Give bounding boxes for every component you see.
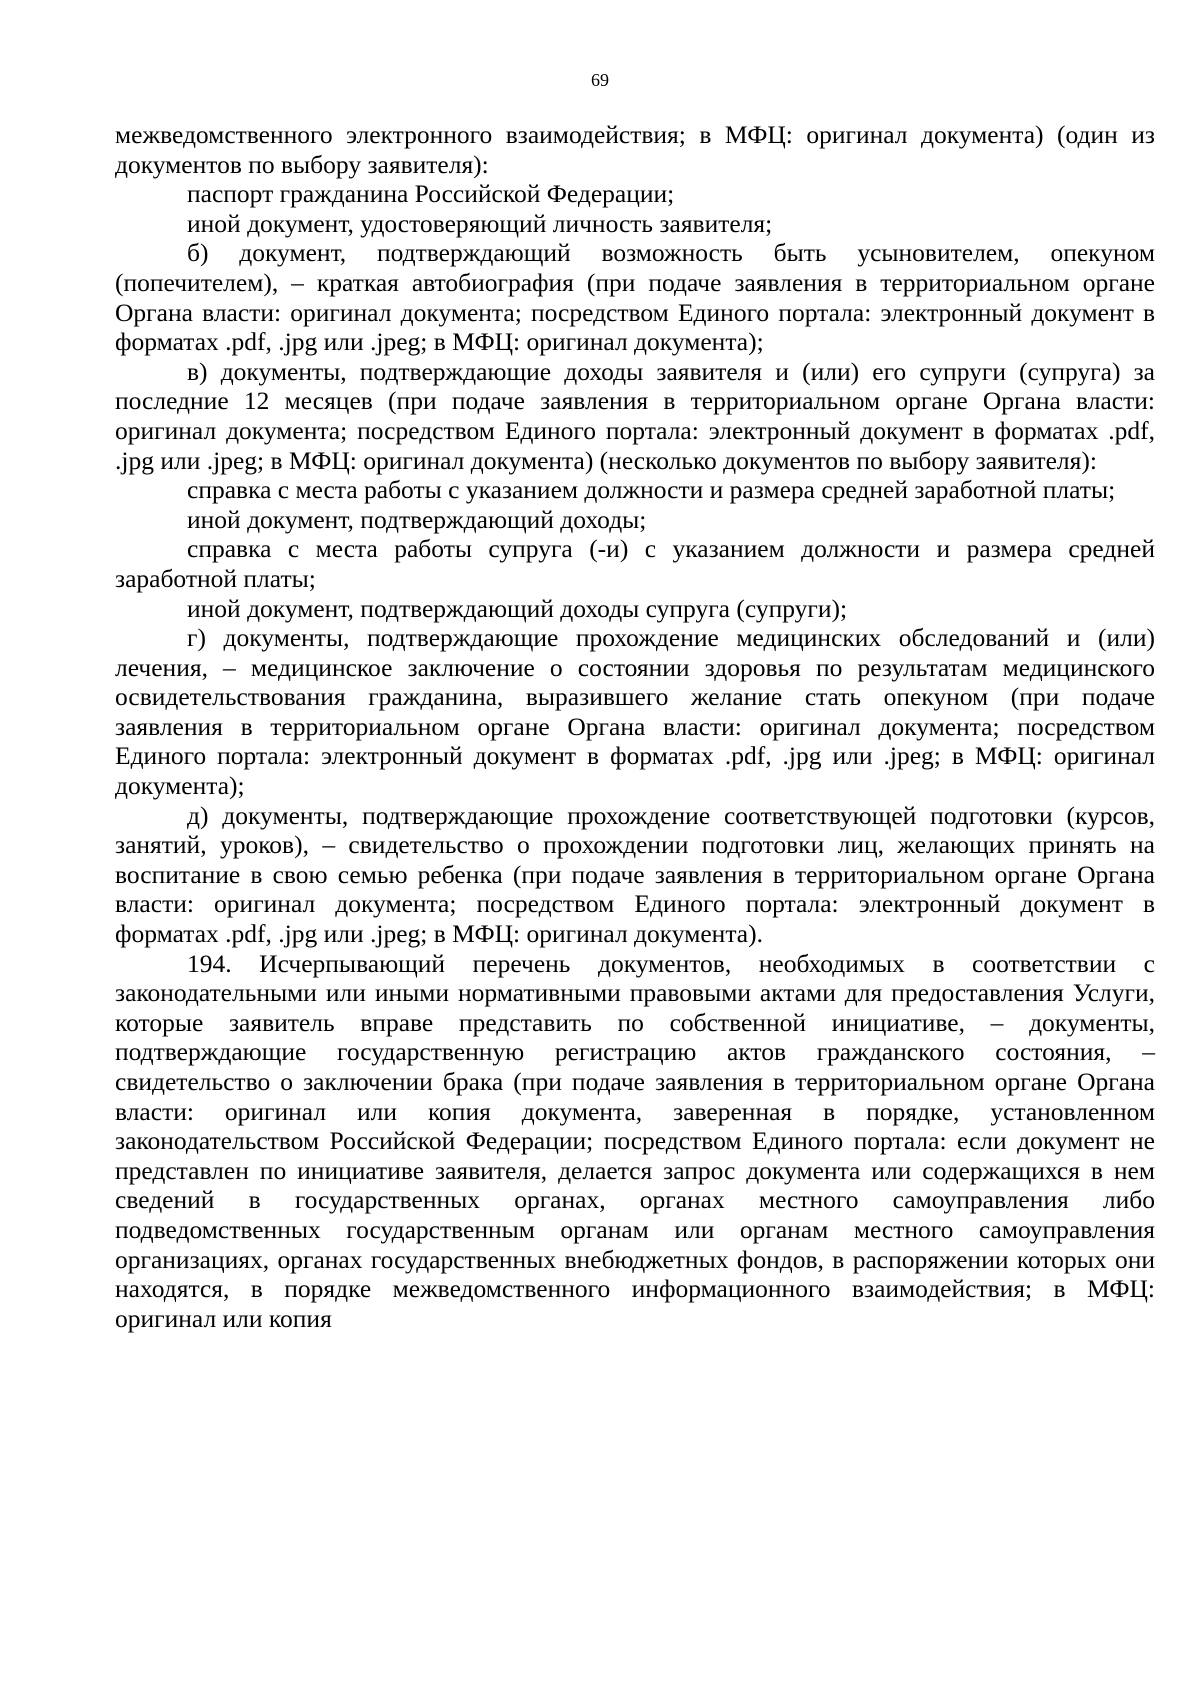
page-number: 69 <box>591 70 609 90</box>
paragraph-b-autobiography: б) документ, подтверждающий возможность быть усыновителем, опекуном (попечителем), – краткая автобиография (при подаче заявления в территориальном органе Органа власти: оригинал документа; посредством Единого портала: электронный документ в форматах .pdf, .jpg или .jpeg; в МФЦ: оригинал документа); <box>115 238 1155 357</box>
list-item-other-income-document: иной документ, подтверждающий доходы; <box>187 504 647 534</box>
document-body <box>115 120 1155 1333</box>
paragraph-d-training: д) документы, подтверждающие прохождение соответствующей подготовки (курсов, занятий, уроков), – свидетельство о прохождении подготовки лиц, желающих принять на воспитание в свою семью ребенка (при подаче заявления в территориальном органе Органа власти: оригинал документа; посредством Единого портала: электронный документ в форматах .pdf, .jpg или .jpeg; в МФЦ: оригинал документа). <box>115 800 1155 949</box>
list-item-other-id-document: иной документ, удостоверяющий личность заявителя; <box>187 208 773 238</box>
list-item-passport: паспорт гражданина Российской Федерации; <box>187 179 675 209</box>
paragraph-194: 194. Исчерпывающий перечень документов, необходимых в соответствии с законодательными или иными нормативными правовыми актами для предоставления Услуги, которые заявитель вправе представить по собственной инициативе, – документы, подтверждающие государственную регистрацию актов гражданского состояния, – свидетельство о заключении брака (при подаче заявления в территориальном органе Органа власти: оригинал или копия документа, заверенная в порядке, установленном законодательством Российской Федерации; посредством Единого портала: если документ не представлен по инициативе заявителя, делается запрос документа или содержащихся в нем сведений в государственных органах, органах местного самоуправления либо подведомственных государственным органам или органам местного самоуправления организациях, органах государственных внебюджетных фондов, в распоряжении которых они находятся, в порядке межведомственного информационного взаимодействия; в МФЦ: оригинал или копия <box>115 948 1155 1333</box>
paragraph-g-medical: г) документы, подтверждающие прохождение медицинских обследований и (или) лечения, – медицинское заключение о состоянии здоровья по результатам медицинского освидетельствования гражданина, выразившего желание стать опекуном (при подаче заявления в территориальном органе Органа власти: оригинал документа; посредством Единого портала: электронный документ в форматах .pdf, .jpg или .jpeg; в МФЦ: оригинал документа); <box>115 623 1155 801</box>
list-item-spouse-salary-certificate: справка с места работы супруга (-и) с указанием должности и размера средней заработной платы; <box>115 534 1155 593</box>
list-item-spouse-income-document: иной документ, подтверждающий доходы супруга (супруги); <box>187 593 848 623</box>
paragraph-v-income: в) документы, подтверждающие доходы заявителя и (или) его супруги (супруга) за последние 12 месяцев (при подаче заявления в территориальном органе Органа власти: оригинал документа; посредством Единого портала: электронный документ в форматах .pdf, .jpg или .jpeg; в МФЦ: оригинал документа) (несколько документов по выбору заявителя): <box>115 356 1155 475</box>
list-item-salary-certificate: справка с места работы с указанием должности и размера средней заработной платы; <box>187 475 1116 505</box>
paragraph-intro-continued: межведомственного электронного взаимодействия; в МФЦ: оригинал документа) (один из документов по выбору заявителя): <box>115 120 1155 179</box>
